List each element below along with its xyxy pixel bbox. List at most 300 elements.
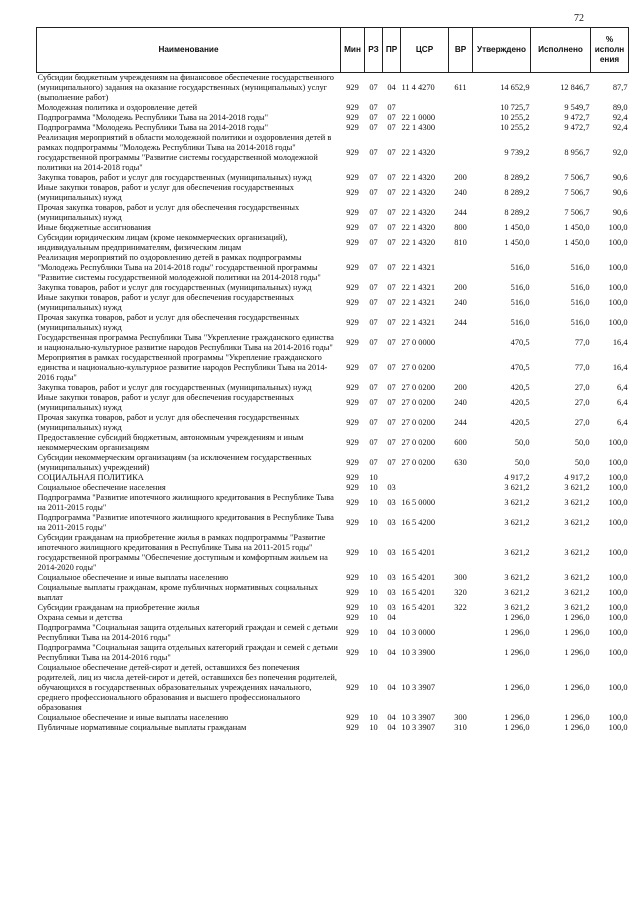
table-row — [37, 643, 629, 663]
row-name: Иные бюджетные ассигнования — [37, 223, 151, 232]
row-approved: 1 296,0 — [504, 723, 530, 732]
row-percent: 100,0 — [608, 263, 628, 272]
row-executed: 516,0 — [570, 298, 590, 307]
row-name: Прочая закупка товаров, работ и услуг для обеспечения государственных (муниципальных) нужд — [37, 413, 300, 432]
row-pr: 03 — [387, 588, 396, 597]
row-name: Закупка товаров, работ и услуг для государственных (муниципальных) нужд — [37, 173, 312, 182]
row-csr: 16 5 4201 — [401, 603, 435, 612]
row-min: 929 — [346, 338, 359, 347]
row-vr — [449, 333, 473, 353]
row-executed: 3 621,2 — [564, 603, 590, 612]
row-executed: 1 450,0 — [564, 238, 590, 247]
row-approved: 420,5 — [510, 383, 530, 392]
table-row — [37, 183, 629, 203]
row-csr: 16 5 4201 — [401, 548, 435, 557]
table-row — [37, 663, 629, 713]
row-rz: 07 — [369, 438, 378, 447]
row-approved: 10 255,2 — [500, 113, 530, 122]
row-vr: 322 — [454, 603, 467, 612]
row-name: Публичные нормативные социальные выплаты гражданам — [37, 723, 247, 732]
row-name: Прочая закупка товаров, работ и услуг для обеспечения государственных (муниципальных) нужд — [37, 313, 300, 332]
row-approved: 3 621,2 — [504, 573, 530, 582]
row-csr — [401, 103, 449, 113]
table-row — [37, 73, 629, 104]
row-csr: 22 1 4300 — [401, 123, 435, 132]
row-csr: 10 3 3907 — [401, 713, 435, 722]
row-min: 929 — [346, 173, 359, 182]
row-min: 929 — [346, 188, 359, 197]
row-csr: 27 0 0200 — [401, 383, 435, 392]
row-min: 929 — [346, 573, 359, 582]
row-vr — [449, 513, 473, 533]
row-executed: 7 506,7 — [564, 208, 590, 217]
row-pr: 07 — [387, 113, 396, 122]
table-row — [37, 283, 629, 293]
row-executed: 9 472,7 — [564, 113, 590, 122]
row-approved: 516,0 — [510, 263, 530, 272]
row-name: Подпрограмма "Социальная защита отдельных категорий граждан и семей с детьми Республики Тыва на 2014-2016 годы" — [37, 623, 338, 642]
row-name: Подпрограмма "Развитие ипотечного жилищного кредитования в Республике Тыва на 2011-2015 годы" — [37, 513, 334, 532]
row-percent: 100,0 — [608, 318, 628, 327]
row-approved: 3 621,2 — [504, 498, 530, 507]
row-min: 929 — [346, 483, 359, 492]
row-percent: 100,0 — [608, 223, 628, 232]
row-rz: 10 — [369, 483, 378, 492]
row-rz: 07 — [369, 208, 378, 217]
table-row — [37, 433, 629, 453]
row-vr: 240 — [454, 298, 467, 307]
row-approved: 3 621,2 — [504, 518, 530, 527]
row-name: СОЦИАЛЬНАЯ ПОЛИТИКА — [37, 473, 144, 482]
header-vr: ВР — [449, 28, 473, 73]
row-name: Иные закупки товаров, работ и услуг для обеспечения государственных (муниципальных) нужд — [37, 393, 294, 412]
row-pr: 07 — [387, 383, 396, 392]
row-percent: 100,0 — [608, 238, 628, 247]
row-executed: 1 296,0 — [564, 723, 590, 732]
row-rz: 07 — [369, 113, 378, 122]
row-percent: 6,4 — [617, 398, 628, 407]
row-executed: 12 846,7 — [560, 83, 590, 92]
row-approved: 420,5 — [510, 398, 530, 407]
row-vr: 244 — [454, 318, 467, 327]
row-pr: 07 — [387, 398, 396, 407]
row-pr: 04 — [387, 683, 396, 692]
row-min: 929 — [346, 458, 359, 467]
row-vr — [449, 103, 473, 113]
row-percent: 92,4 — [612, 113, 628, 122]
header-rz: РЗ — [365, 28, 383, 73]
table-row — [37, 583, 629, 603]
row-approved: 4 917,2 — [504, 473, 530, 482]
row-rz: 07 — [369, 318, 378, 327]
row-approved: 9 739,2 — [504, 148, 530, 157]
row-min: 929 — [346, 498, 359, 507]
row-approved: 8 289,2 — [504, 173, 530, 182]
row-percent: 16,4 — [612, 363, 628, 372]
row-name: Субсидии гражданам на приобретение жилья — [37, 603, 200, 612]
row-rz: 07 — [369, 298, 378, 307]
row-approved: 3 621,2 — [504, 548, 530, 557]
row-approved: 470,5 — [510, 363, 530, 372]
row-executed: 1 296,0 — [564, 683, 590, 692]
row-executed: 8 956,7 — [564, 148, 590, 157]
row-approved: 1 296,0 — [504, 648, 530, 657]
row-approved: 420,5 — [510, 418, 530, 427]
row-percent: 100,0 — [608, 548, 628, 557]
row-executed: 27,0 — [574, 383, 590, 392]
row-vr: 200 — [454, 173, 467, 182]
row-approved: 1 450,0 — [504, 223, 530, 232]
row-min: 929 — [346, 473, 359, 482]
row-executed: 7 506,7 — [564, 173, 590, 182]
row-csr: 22 1 4320 — [401, 148, 435, 157]
row-executed: 50,0 — [574, 438, 590, 447]
row-percent: 100,0 — [608, 723, 628, 732]
row-approved: 8 289,2 — [504, 208, 530, 217]
row-percent: 92,0 — [612, 148, 628, 157]
row-vr: 244 — [454, 418, 467, 427]
table-row — [37, 473, 629, 483]
row-pr: 04 — [387, 613, 396, 622]
row-min: 929 — [346, 603, 359, 612]
row-approved: 10 255,2 — [500, 123, 530, 132]
row-approved: 50,0 — [514, 458, 530, 467]
row-rz: 10 — [369, 648, 378, 657]
row-min: 929 — [346, 723, 359, 732]
row-percent: 90,6 — [612, 208, 628, 217]
row-name: Субсидии юридическим лицам (кроме некоммерческих организаций), индивидуальным предпринимателям, физическим лицам — [37, 233, 288, 252]
row-csr: 22 1 4320 — [401, 223, 435, 232]
row-name: Социальное обеспечение и иные выплаты населению — [37, 573, 229, 582]
row-name: Подпрограмма "Социальная защита отдельных категорий граждан и семей с детьми Республики Тыва на 2014-2016 годы" — [37, 643, 338, 662]
row-name: Мероприятия в рамках государственной программы "Укрепление гражданского единства и национально-культурное развитие народов Республики Тыва на 2014-2016 годы" — [37, 353, 328, 382]
row-executed: 27,0 — [574, 398, 590, 407]
table-row — [37, 613, 629, 623]
row-rz: 07 — [369, 283, 378, 292]
row-executed: 516,0 — [570, 318, 590, 327]
row-name: Социальное обеспечение населения — [37, 483, 166, 492]
row-min: 929 — [346, 628, 359, 637]
row-rz: 10 — [369, 548, 378, 557]
row-csr: 16 5 4201 — [401, 573, 435, 582]
row-vr — [449, 533, 473, 573]
row-rz: 07 — [369, 398, 378, 407]
row-name: Реализация мероприятий в области молодежной политики и оздоровления детей в рамках подпрограммы "Молодежь Республики Тыва на 2014-2018 годы" государственной программы "Развитие системы государственной молодежной политики на 2014-2018 годы" — [37, 133, 332, 172]
header-pr: ПР — [383, 28, 401, 73]
row-min: 929 — [346, 298, 359, 307]
row-csr: 27 0 0200 — [401, 438, 435, 447]
row-min: 929 — [346, 148, 359, 157]
row-pr: 07 — [387, 188, 396, 197]
row-executed: 3 621,2 — [564, 588, 590, 597]
row-rz: 07 — [369, 383, 378, 392]
row-name: Закупка товаров, работ и услуг для государственных (муниципальных) нужд — [37, 283, 312, 292]
row-percent: 92,4 — [612, 123, 628, 132]
row-vr: 310 — [454, 723, 467, 732]
table-row — [37, 493, 629, 513]
row-csr — [401, 473, 449, 483]
row-min: 929 — [346, 208, 359, 217]
row-vr — [449, 123, 473, 133]
table-row — [37, 353, 629, 383]
row-executed: 9 472,7 — [564, 123, 590, 132]
row-min: 929 — [346, 113, 359, 122]
row-approved: 10 725,7 — [500, 103, 530, 112]
row-csr: 16 5 4201 — [401, 588, 435, 597]
row-name: Подпрограмма "Молодежь Республики Тыва на 2014-2018 годы" — [37, 113, 269, 122]
row-min: 929 — [346, 223, 359, 232]
row-approved: 50,0 — [514, 438, 530, 447]
row-pr: 07 — [387, 363, 396, 372]
row-executed: 3 621,2 — [564, 498, 590, 507]
row-pr: 07 — [387, 223, 396, 232]
header-approved: Утверждено — [473, 28, 531, 73]
row-rz: 07 — [369, 238, 378, 247]
row-pr: 07 — [387, 123, 396, 132]
row-pr: 03 — [387, 548, 396, 557]
row-vr — [449, 473, 473, 483]
table-header-row — [37, 28, 629, 73]
row-vr — [449, 253, 473, 283]
row-executed: 3 621,2 — [564, 573, 590, 582]
row-min: 929 — [346, 548, 359, 557]
row-percent: 90,6 — [612, 173, 628, 182]
row-percent: 6,4 — [617, 418, 628, 427]
row-approved: 1 296,0 — [504, 613, 530, 622]
row-vr: 240 — [454, 188, 467, 197]
row-pr: 04 — [387, 648, 396, 657]
row-vr — [449, 623, 473, 643]
row-name: Реализация мероприятий по оздоровлению детей в рамках подпрограммы "Молодежь Республики Тыва на 2014-2018 годы" государственной программы "Развитие системы государственной молодежной политики на 2014-2018 годы" — [37, 253, 321, 282]
row-pr: 03 — [387, 518, 396, 527]
row-pr: 07 — [387, 458, 396, 467]
table-row — [37, 253, 629, 283]
row-name: Субсидии бюджетным учреждениям на финансовое обеспечение государственного (муниципального) задания на оказание государственных (муниципальных) услуг (выполнение работ) — [37, 73, 334, 102]
table-row — [37, 603, 629, 613]
row-rz: 07 — [369, 188, 378, 197]
row-pr: 07 — [387, 338, 396, 347]
row-percent: 100,0 — [608, 648, 628, 657]
row-min: 929 — [346, 238, 359, 247]
row-percent: 100,0 — [608, 518, 628, 527]
row-pr: 07 — [387, 438, 396, 447]
row-min: 929 — [346, 713, 359, 722]
row-percent: 100,0 — [608, 613, 628, 622]
row-vr — [449, 133, 473, 173]
table-row — [37, 313, 629, 333]
row-percent: 100,0 — [608, 298, 628, 307]
row-rz: 07 — [369, 363, 378, 372]
row-percent: 100,0 — [608, 483, 628, 492]
row-executed: 77,0 — [574, 338, 590, 347]
row-pr: 07 — [387, 238, 396, 247]
table-row — [37, 723, 629, 733]
row-min: 929 — [346, 363, 359, 372]
row-name: Подпрограмма "Развитие ипотечного жилищного кредитования в Республике Тыва на 2011-2015 годы" — [37, 493, 334, 512]
row-pr: 07 — [387, 418, 396, 427]
row-rz: 10 — [369, 573, 378, 582]
row-vr — [449, 483, 473, 493]
row-approved: 516,0 — [510, 318, 530, 327]
row-approved: 14 652,9 — [500, 83, 530, 92]
row-executed: 1 296,0 — [564, 613, 590, 622]
row-name: Молодежная политика и оздоровление детей — [37, 103, 198, 112]
row-executed: 3 621,2 — [564, 483, 590, 492]
row-pr: 07 — [387, 263, 396, 272]
row-percent: 16,4 — [612, 338, 628, 347]
row-pr: 07 — [387, 208, 396, 217]
row-pr: 03 — [387, 498, 396, 507]
row-percent: 100,0 — [608, 473, 628, 482]
row-name: Прочая закупка товаров, работ и услуг для обеспечения государственных (муниципальных) нужд — [37, 203, 300, 222]
row-executed: 516,0 — [570, 283, 590, 292]
row-name: Предоставление субсидий бюджетным, автономным учреждениям и иным некоммерческим организациям — [37, 433, 304, 452]
row-rz: 07 — [369, 223, 378, 232]
row-name: Государственная программа Республики Тыва "Укрепление гражданского единства и национально-культурное развитие народов Республики Тыва на 2014-2016 годы" — [37, 333, 334, 352]
table-row — [37, 233, 629, 253]
row-executed: 3 621,2 — [564, 518, 590, 527]
row-pr — [383, 473, 401, 483]
row-executed: 27,0 — [574, 418, 590, 427]
row-min: 929 — [346, 613, 359, 622]
row-name: Закупка товаров, работ и услуг для государственных (муниципальных) нужд — [37, 383, 312, 392]
row-executed: 1 450,0 — [564, 223, 590, 232]
row-pr: 04 — [387, 713, 396, 722]
budget-execution-table — [36, 27, 629, 733]
row-executed: 77,0 — [574, 363, 590, 372]
row-rz: 10 — [369, 713, 378, 722]
row-csr: 22 1 4320 — [401, 188, 435, 197]
row-approved: 1 296,0 — [504, 713, 530, 722]
row-approved: 3 621,2 — [504, 483, 530, 492]
table-row — [37, 623, 629, 643]
row-vr: 611 — [454, 83, 467, 92]
row-name: Субсидии гражданам на приобретение жилья в рамках подпрограммы "Развитие ипотечного жилищного кредитования в Республике Тыва на 2011-2015 годы" государственной программы "Обеспечение доступным и комфортным жильем на 2014-2020 годы" — [37, 533, 328, 572]
row-name: Социальные выплаты гражданам, кроме публичных нормативных социальных выплат — [37, 583, 319, 602]
row-rz: 10 — [369, 588, 378, 597]
table-row — [37, 453, 629, 473]
row-percent: 100,0 — [608, 283, 628, 292]
row-min: 929 — [346, 648, 359, 657]
row-csr: 16 5 0000 — [401, 498, 435, 507]
row-csr: 27 0 0200 — [401, 418, 435, 427]
row-csr: 16 5 4200 — [401, 518, 435, 527]
row-approved: 1 296,0 — [504, 683, 530, 692]
row-executed: 9 549,7 — [564, 103, 590, 112]
row-rz: 10 — [369, 498, 378, 507]
row-vr — [449, 353, 473, 383]
row-rz: 10 — [369, 613, 378, 622]
row-csr: 22 1 4320 — [401, 173, 435, 182]
table-row — [37, 333, 629, 353]
row-rz: 07 — [369, 418, 378, 427]
row-vr: 810 — [454, 238, 467, 247]
row-name: Социальное обеспечение детей-сирот и детей, оставшихся без попечения родителей, лиц из числа детей-сирот и детей, оставшихся без попечения родителей, обучающихся в государственных образовательных учреждениях начального, среднего профессионального образования и высшего профессионального образования — [37, 663, 337, 712]
row-rz: 10 — [369, 723, 378, 732]
row-vr: 244 — [454, 208, 467, 217]
row-name: Иные закупки товаров, работ и услуг для обеспечения государственных (муниципальных) нужд — [37, 183, 294, 202]
row-min: 929 — [346, 283, 359, 292]
row-min: 929 — [346, 383, 359, 392]
row-percent: 100,0 — [608, 458, 628, 467]
row-min: 929 — [346, 83, 359, 92]
row-vr: 200 — [454, 283, 467, 292]
row-vr: 320 — [454, 588, 467, 597]
table-row — [37, 413, 629, 433]
row-rz: 10 — [369, 628, 378, 637]
row-percent: 100,0 — [608, 603, 628, 612]
row-vr: 600 — [454, 438, 467, 447]
row-pr: 04 — [387, 628, 396, 637]
row-approved: 1 296,0 — [504, 628, 530, 637]
row-rz: 07 — [369, 338, 378, 347]
row-min: 929 — [346, 103, 359, 112]
row-rz: 07 — [369, 458, 378, 467]
row-approved: 8 289,2 — [504, 188, 530, 197]
row-csr: 22 1 4321 — [401, 298, 435, 307]
row-approved: 516,0 — [510, 283, 530, 292]
row-pr: 07 — [387, 103, 396, 112]
row-csr: 10 3 0000 — [401, 628, 435, 637]
row-csr: 22 1 4321 — [401, 318, 435, 327]
row-rz: 10 — [369, 473, 378, 482]
row-approved: 470,5 — [510, 338, 530, 347]
table-row — [37, 103, 629, 113]
row-csr: 10 3 3900 — [401, 648, 435, 657]
row-csr: 22 1 0000 — [401, 113, 435, 122]
row-vr — [449, 613, 473, 623]
row-min: 929 — [346, 398, 359, 407]
row-pr: 03 — [387, 573, 396, 582]
row-name: Подпрограмма "Молодежь Республики Тыва на 2014-2018 годы" — [37, 123, 269, 132]
row-rz: 07 — [369, 148, 378, 157]
row-rz: 10 — [369, 603, 378, 612]
table-row — [37, 293, 629, 313]
row-rz: 07 — [369, 83, 378, 92]
table-row — [37, 713, 629, 723]
row-pr: 04 — [387, 723, 396, 732]
row-vr: 240 — [454, 398, 467, 407]
table-row — [37, 393, 629, 413]
row-pr: 07 — [387, 283, 396, 292]
row-csr — [401, 613, 449, 623]
row-approved: 1 450,0 — [504, 238, 530, 247]
row-pr: 07 — [387, 148, 396, 157]
row-csr: 22 1 4320 — [401, 238, 435, 247]
row-vr: 300 — [454, 573, 467, 582]
table-row — [37, 173, 629, 183]
row-min: 929 — [346, 683, 359, 692]
row-vr: 630 — [454, 458, 467, 467]
row-rz: 10 — [369, 518, 378, 527]
row-rz: 07 — [369, 123, 378, 132]
row-percent: 100,0 — [608, 573, 628, 582]
table-row — [37, 513, 629, 533]
table-row — [37, 533, 629, 573]
table-row — [37, 123, 629, 133]
row-executed: 7 506,7 — [564, 188, 590, 197]
row-rz: 07 — [369, 173, 378, 182]
row-csr: 27 0 0200 — [401, 458, 435, 467]
row-min: 929 — [346, 418, 359, 427]
row-pr: 07 — [387, 173, 396, 182]
row-percent: 100,0 — [608, 713, 628, 722]
row-executed: 516,0 — [570, 263, 590, 272]
row-percent: 100,0 — [608, 683, 628, 692]
row-csr: 27 0 0200 — [401, 398, 435, 407]
table-row — [37, 383, 629, 393]
row-min: 929 — [346, 518, 359, 527]
